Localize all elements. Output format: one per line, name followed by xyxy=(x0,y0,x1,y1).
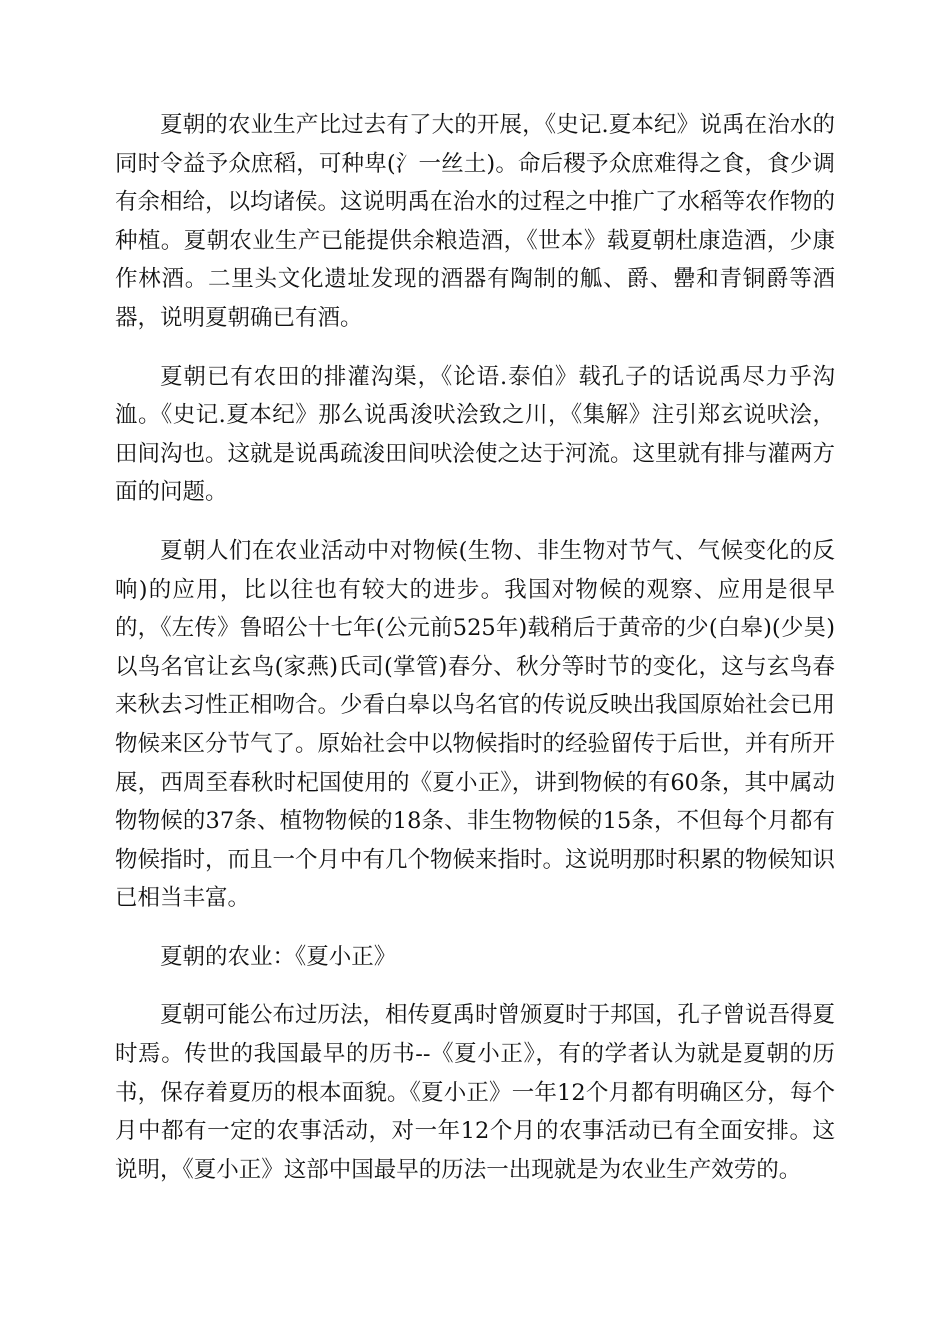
paragraph-calendar: 夏朝可能公布过历法，相传夏禹时曾颁夏时于邦国，孔子曾说吾得夏时焉。传世的我国最早的历书--《夏小正》，有的学者认为就是夏朝的历书，保存着夏历的根本面貌。《夏小正》一年12个月都有明确区分，每个月中都有一定的农事活动，对一年12个月的农事活动已有全面安排。这说明，《夏小正》这部中国最早的历法一出现就是为农业生产效劳的。 xyxy=(115,1002,836,1183)
paragraph-phenology: 夏朝人们在农业活动中对物候(生物、非生物对节气、气候变化的反响)的应用，比以往也有较大的进步。我国对物候的观察、应用是很早的，《左传》鲁昭公十七年(公元前525年)载稍后于黄帝的少(白皋)(少昊)以鸟名官让玄鸟(家燕)氏司(掌管)春分、秋分等时节的变化，这与玄鸟春来秋去习性正相吻合。少看白皋以鸟名官的传说反映出我国原始社会已用物候来区分节气了。原始社会中以物候指时的经验留传于后世，并有所开展，西周至春秋时杞国使用的《夏小正》，讲到物候的有60条，其中属动物物候的37条、植物物候的18条、非生物物候的15条，不但每个月都有物候指时，而且一个月中有几个物候来指时。这说明那时积累的物候知识已相当丰富。 xyxy=(115,537,836,912)
section-heading: 夏朝的农业：《夏小正》 xyxy=(160,943,397,970)
document-body xyxy=(115,106,835,1209)
paragraph-agriculture-development: 夏朝的农业生产比过去有了大的开展，《史记.夏本纪》说禹在治水的同时令益予众庶稻，可种卑(氵一丝土)。命后稷予众庶难得之食，食少调有余相给，以均诸侯。这说明禹在治水的过程之中推广了水稻等农作物的种植。夏朝农业生产已能提供余粮造酒，《世本》载夏朝杜康造酒，少康作林酒。二里头文化遗址发现的酒器有陶制的觚、爵、罍和青铜爵等酒器，说明夏朝确已有酒。 xyxy=(115,112,836,331)
paragraph-irrigation: 夏朝已有农田的排灌沟渠，《论语.泰伯》载孔子的话说禹尽力乎沟洫。《史记.夏本纪》那么说禹浚吠浍致之川，《集解》注引郑玄说吠浍，田间沟也。这就是说禹疏浚田间吠浍使之达于河流。这里就有排与灌两方面的问题。 xyxy=(115,363,836,506)
